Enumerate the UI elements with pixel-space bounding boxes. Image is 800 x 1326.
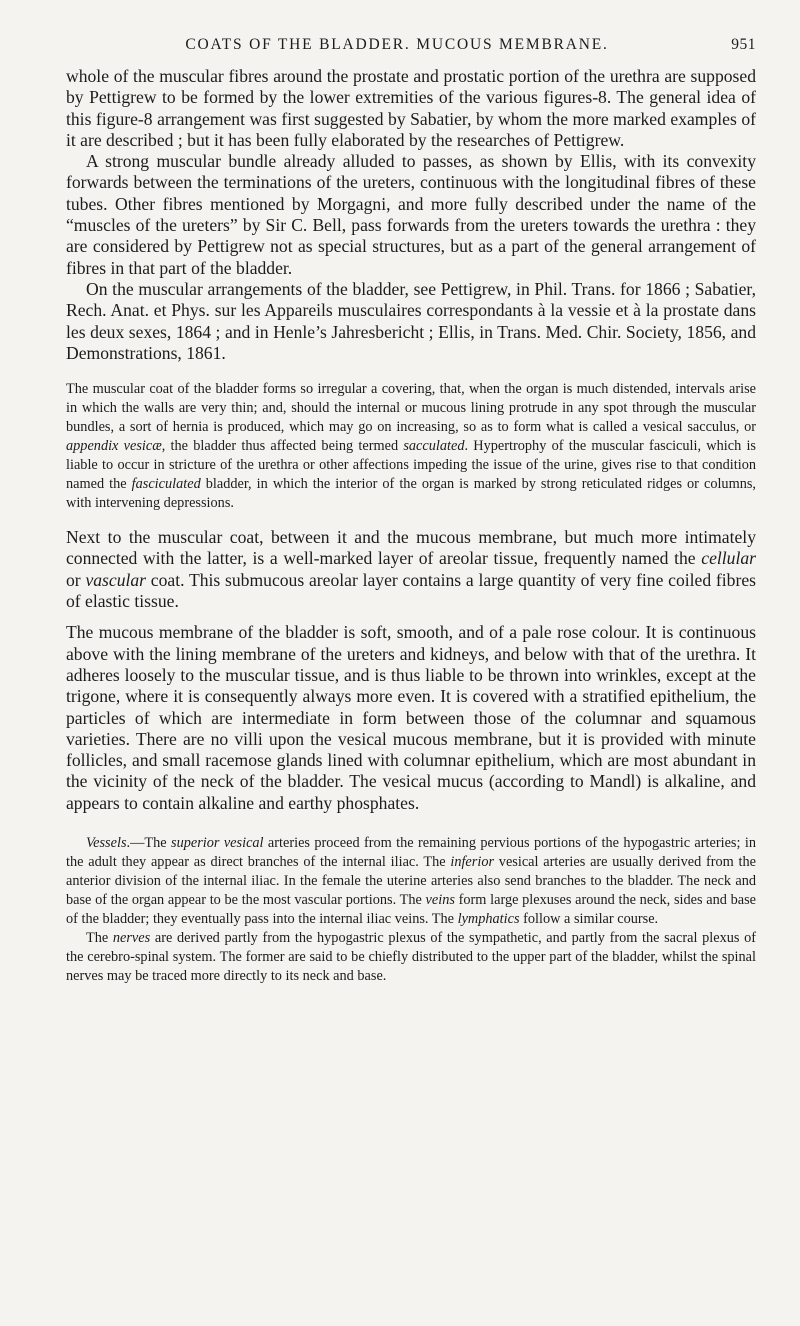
italic-term: sacculated [403,438,465,455]
italic-term: vascular [85,569,147,590]
text-run: are derived partly from the hypogastric plexus of the sympathetic, and partly from the sacral plexus of the cerebro-spinal system. The former are said to be chiefly distributed to the upper part of the bladder, whilst the spinal nerves may be traced more directly to its neck and base. [66,930,756,985]
paragraph-pettigrew-figure-8: whole of the muscular fibres around the prostate and prostatic portion of the urethra are supposed by Pettigrew to be formed by the lower extremities of the various figures-8. The general idea of this figure-8 arrangement was first suggested by Sabatier, by whom the more marked examples of it are described ; but it has been fully elaborated by the researches of Pettigrew. [66,66,756,150]
text-run: .—The [126,835,171,852]
text-run: Next to the muscular coat, between it and the mucous membrane, but much more intimately connected with the latter, is a well-marked layer of areolar tissue, frequently named the [66,527,756,569]
text-run: bladder, in which the interior of the organ is marked by strong reticulated ridges or columns, with intervening depressions. [66,476,756,512]
italic-term: superior vesical [171,835,264,852]
text-run: or [66,569,86,590]
page-number: 951 [731,36,756,53]
paragraph-muscular-bundle-ureters: A strong muscular bundle already alluded to passes, as shown by Ellis, with its convexity forwards between the terminations of the ureters, continuous with the longitudinal fibres of these tubes. Other fibres mentioned by Morgagni, and more fully described under the name of the “muscles of the ureters” by Sir C. Bell, pass forwards from the ureters towards the urethra : they are considered by Pettigrew not as special structures, but as a part of the general arrangement of fibres in that part of the bladder. [66,151,756,278]
italic-term: veins [425,892,455,909]
text-run: vesical arteries are usually derived from the anterior division of the internal iliac. In the female the uterine arteries also send branches to the bladder. The neck and base of the organ appear to be the most vascular portions. The [66,854,756,909]
text-run: form large plexuses around the neck, sides and base of the bladder; they eventually pass into the internal iliac veins. The [66,892,756,928]
italic-term: cellular [701,548,756,569]
paragraph-nerves [66,929,756,986]
text-run: follow a similar course. [519,911,659,928]
paragraph-references: On the muscular arrangements of the bladder, see Pettigrew, in Phil. Trans. for 1866 ; Sabatier, Rech. Anat. et Phys. sur les Appareils musculaires correspondants à la vessie et à la prostate dans les deux sexes, 1864 ; and in Henle’s Jahresbericht ; Ellis, in Trans. Med. Chir. Society, 1856, and Demonstrations, 1861. [66,278,756,363]
text-run: arteries proceed from the remaining pervious portions of the hypogastric arteries; in the adult they appear as direct branches of the internal iliac. The [66,835,756,871]
text-run: The [86,930,113,947]
italic-term: inferior [450,854,495,871]
italic-term: fasciculated [131,476,201,493]
text-run: The muscular coat of the bladder forms so irregular a covering, that, when the organ is much distended, intervals arise in which the walls are very thin; and, should the internal or mucous lining protrude in any spot through the muscular bundles, a sort of hernia is produced, which may go on increasing, so as to form what is called a vesical sacculus, or [66,381,756,436]
italic-term: Vessels [86,835,127,852]
paragraph-vessels [66,834,756,929]
text-run: . Hypertrophy of the muscular fasciculi, which is liable to occur in stricture of the urethra or other affections impeding the issue of the urine, gives rise to that condition named the [66,438,756,493]
text-run: , the bladder thus affected being termed [161,438,404,455]
text-run: coat. This submucous areolar layer contains a large quantity of very fine coiled fibres of elastic tissue. [66,569,756,612]
running-head-title: COATS OF THE BLADDER. MUCOUS MEMBRANE. [185,36,609,53]
paragraph-areolar-coat [66,527,756,612]
italic-term: lymphatics [457,911,520,928]
running-head [66,36,756,66]
paragraph-sacculated-bladder [66,380,756,513]
italic-term: appendix vesicæ [66,438,162,455]
italic-term: nerves [112,930,151,947]
paragraph-mucous-membrane: The mucous membrane of the bladder is soft, smooth, and of a pale rose colour. It is continuous above with the lining membrane of the ureters and kidneys, and below with that of the urethra. It adheres loosely to the muscular tissue, and is thus liable to be thrown into wrinkles, except at the trigone, where it is consequently always more even. It is covered with a stratified epithelium, the particles of which are intermediate in form between those of the columnar and squamous varieties. There are no villi upon the vesical mucous membrane, but it is provided with minute follicles, and small racemose glands lined with columnar epithelium, which are most abundant in the vicinity of the neck of the bladder. The vesical mucus (according to Mandl) is alkaline, and appears to contain alkaline and earthy phosphates. [66,622,756,813]
